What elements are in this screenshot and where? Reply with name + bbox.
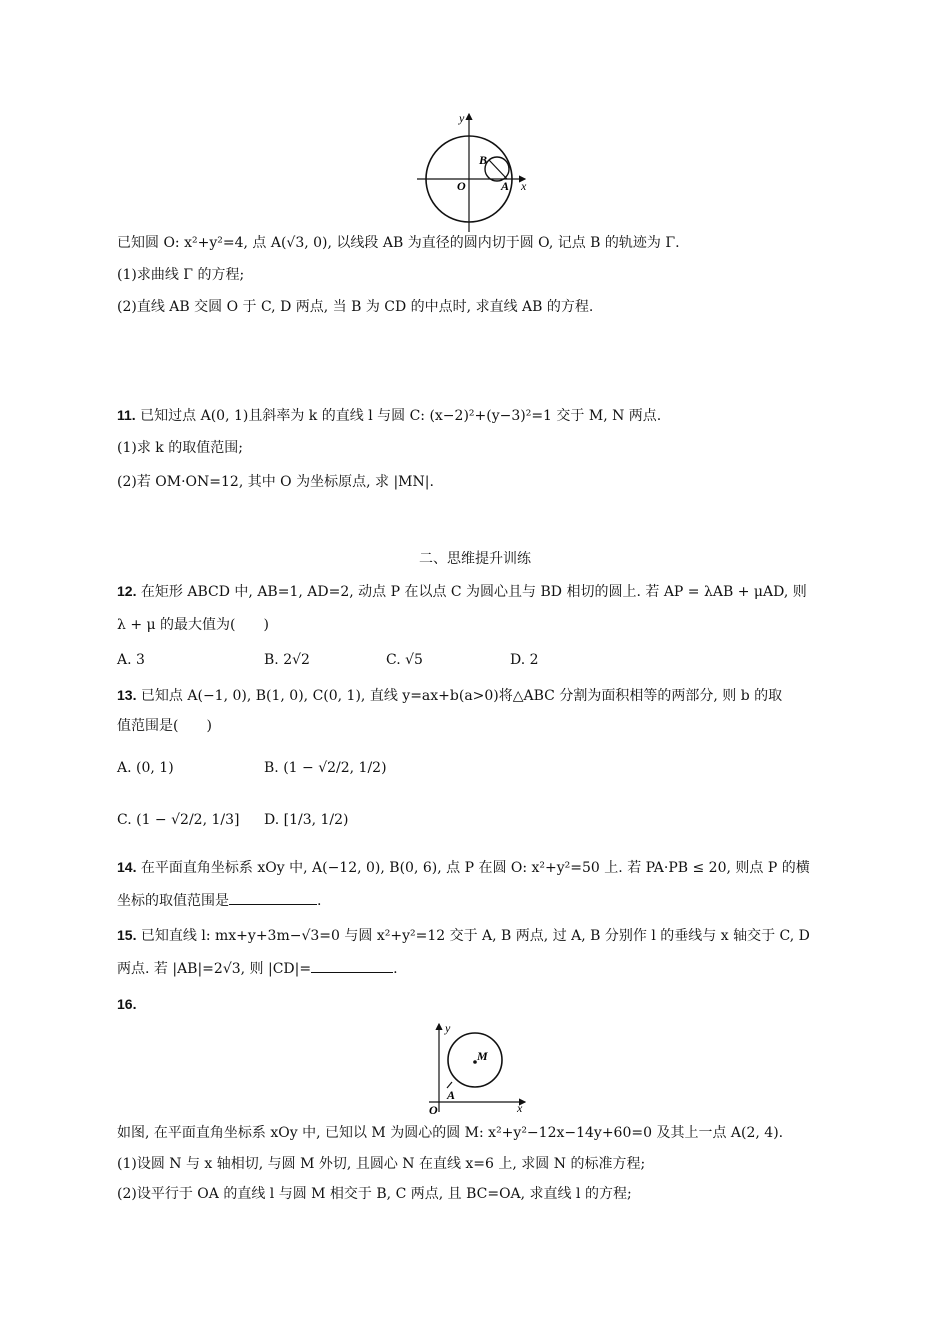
q15-stem-1: 已知直线 l: mx+y+3m−√3=0 与圆 x²+y²=12 交于 A, B 两点, 过 A, B 分别作 l 的垂线与 x 轴交于 C, D (140, 928, 810, 944)
label-a: A (501, 179, 510, 193)
label-m: M (477, 1049, 488, 1063)
q10-part1: (1)求曲线 Γ 的方程; (117, 267, 245, 283)
q16-part1: (1)设圆 N 与 x 轴相切, 与圆 M 外切, 且圆心 N 在直线 x=6 上, 求圆 N 的标准方程; (117, 1156, 646, 1172)
q16-number: 16. (117, 996, 137, 1012)
q12-stem-line-1 (117, 581, 807, 602)
circle-figure-2 (425, 1020, 535, 1120)
label-o: O (457, 179, 466, 193)
q13-stem-2: 值范围是( ) (117, 718, 212, 734)
section-title: 二、思维提升训练 (419, 551, 531, 567)
q11-part1: (1)求 k 的取值范围; (117, 440, 243, 456)
q11-stem: 已知过点 A(0, 1)且斜率为 k 的直线 l 与圆 C: (x−2)²+(y−3)²=1 交于 M, N 两点. (140, 408, 662, 424)
q15-stem-line-2 (117, 958, 398, 979)
q15-end: . (393, 961, 398, 977)
q12-stem-2: λ + μ 的最大值为( ) (117, 617, 269, 633)
q15-number: 15. (117, 927, 137, 943)
q15-stem-line-1 (117, 925, 810, 946)
q11-stem-line (117, 405, 661, 426)
circle-figure-1 (415, 110, 535, 235)
q12-stem-1: 在矩形 ABCD 中, AB=1, AD=2, 动点 P 在以点 C 为圆心且与 BD 相切的圆上. 若 AP = λAB + μAD, 则 (140, 584, 807, 600)
segment-ab (489, 160, 507, 179)
q10-stem: 已知圆 O: x²+y²=4, 点 A(√3, 0), 以线段 AB 为直径的圆内切于圆 O, 记点 B 的轨迹为 Γ. (117, 235, 680, 251)
q12-option-d: D. 2 (510, 652, 539, 668)
q16-part2: (2)设平行于 OA 的直线 l 与圆 M 相交于 B, C 两点, 且 BC=OA, 求直线 l 的方程; (117, 1186, 632, 1202)
q13-stem-1: 已知点 A(−1, 0), B(1, 0), C(0, 1), 直线 y=ax+b(a>0)将△ABC 分割为面积相等的两部分, 则 b 的取 (140, 688, 783, 704)
q14-end: . (317, 893, 322, 909)
q16-number-line (117, 994, 136, 1015)
q10-part2: (2)直线 AB 交圆 O 于 C, D 两点, 当 B 为 CD 的中点时, 求直线 AB 的方程. (117, 299, 594, 315)
q12-option-a: A. 3 (117, 652, 145, 668)
q11-part2: (2)若 OM·ON=12, 其中 O 为坐标原点, 求 |MN|. (117, 474, 434, 490)
q12-option-b: B. 2√2 (264, 652, 310, 668)
q14-stem-2: 坐标的取值范围是 (117, 893, 229, 909)
label-y: y (459, 111, 465, 125)
q12-number: 12. (117, 583, 137, 599)
label-b: B (479, 153, 488, 167)
q13-option-b: B. (1 − √2/2, 1/2) (264, 760, 387, 776)
q13-option-c: C. (1 − √2/2, 1/3] (117, 812, 240, 828)
q14-stem-line-1 (117, 857, 810, 878)
q13-number: 13. (117, 687, 137, 703)
q13-stem-line-1 (117, 685, 782, 706)
label-x: x (517, 1101, 523, 1115)
q14-number: 14. (117, 859, 137, 875)
q14-stem-1: 在平面直角坐标系 xOy 中, A(−12, 0), B(0, 6), 点 P 在圆 O: x²+y²=50 上. 若 PA·PB ≤ 20, 则点 P 的横 (140, 860, 810, 876)
label-o: O (429, 1103, 438, 1117)
label-y: y (445, 1021, 451, 1035)
label-x: x (521, 179, 527, 193)
q15-stem-2: 两点. 若 |AB|=2√3, 则 |CD|= (117, 961, 312, 977)
q11-number: 11. (117, 407, 136, 423)
q16-stem: 如图, 在平面直角坐标系 xOy 中, 已知以 M 为圆心的圆 M: x²+y²−12x−14y+60=0 及其上一点 A(2, 4). (117, 1125, 784, 1141)
circle-m (448, 1033, 502, 1087)
q15-answer-blank[interactable] (311, 958, 393, 973)
q14-stem-line-2 (117, 890, 321, 911)
q13-option-a: A. (0, 1) (117, 760, 174, 776)
q13-option-d: D. [1/3, 1/2) (264, 812, 349, 828)
q14-answer-blank[interactable] (229, 890, 317, 905)
q12-option-c: C. √5 (386, 652, 423, 668)
label-a: A (447, 1088, 456, 1102)
